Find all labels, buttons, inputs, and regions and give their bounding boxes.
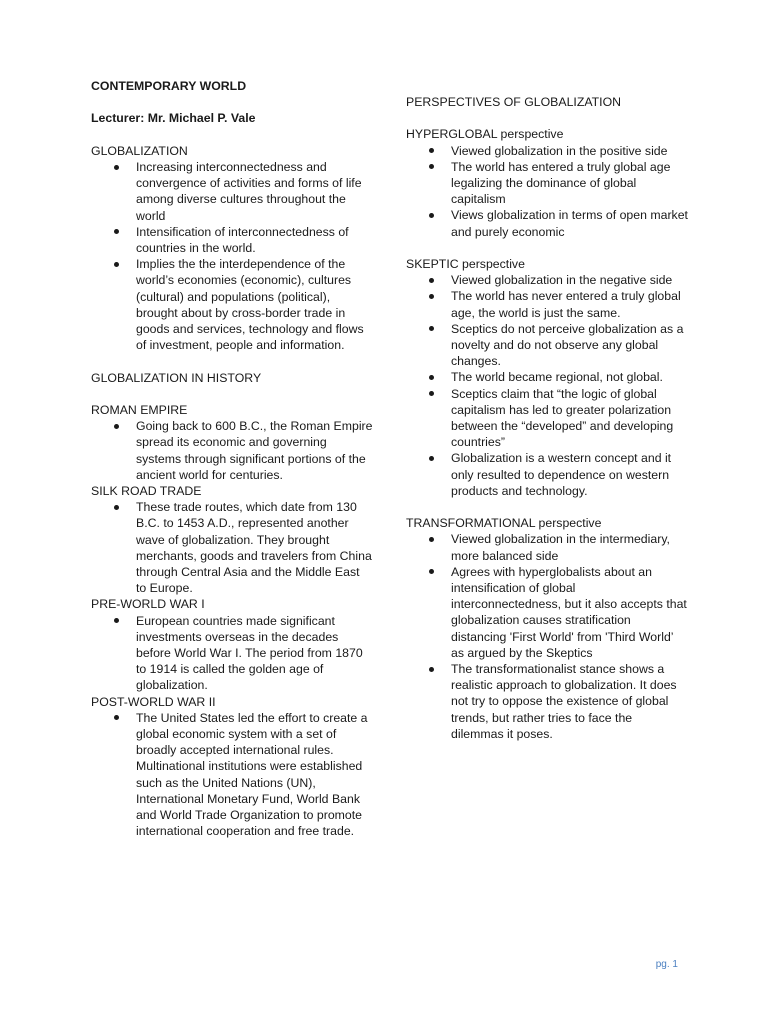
bullet-icon bbox=[429, 164, 434, 169]
list-item: Increasing interconnectedness and convergence of activities and forms of life among diverse cultures throughout the world bbox=[91, 159, 373, 224]
list-item: Intensification of interconnectedness of countries in the world. bbox=[91, 224, 373, 256]
right-column bbox=[406, 94, 688, 742]
transformational-list bbox=[406, 531, 688, 742]
bullet-icon bbox=[429, 278, 434, 283]
page-number: pg. 1 bbox=[655, 959, 678, 970]
section-heading-perspectives: PERSPECTIVES OF GLOBALIZATION bbox=[406, 95, 622, 109]
bullet-icon bbox=[114, 505, 119, 510]
bullet-icon bbox=[429, 294, 434, 299]
section-heading-roman-empire: ROMAN EMPIRE bbox=[91, 403, 188, 417]
list-item: Viewed globalization in the positive side bbox=[406, 143, 688, 159]
section-heading-silk-road: SILK ROAD TRADE bbox=[91, 484, 202, 499]
pre-world-war-list bbox=[91, 613, 373, 694]
bullet-icon bbox=[429, 569, 434, 574]
bullet-icon bbox=[114, 715, 119, 720]
bullet-icon bbox=[114, 618, 119, 623]
section-heading-pre-world-war: PRE-WORLD WAR I bbox=[91, 597, 205, 612]
section-heading-globalization: GLOBALIZATION bbox=[91, 143, 188, 158]
list-item: Globalization is a western concept and it only resulted to dependence on western products and technology. bbox=[406, 450, 688, 499]
bullet-icon bbox=[429, 391, 434, 396]
list-item: Going back to 600 B.C., the Roman Empire spread its economic and governing systems through significant portions of the ancient world for centuries. bbox=[91, 418, 373, 483]
bullet-icon bbox=[429, 667, 434, 672]
bullet-icon bbox=[429, 213, 434, 218]
bullet-icon bbox=[429, 326, 434, 331]
silk-road-list bbox=[91, 499, 373, 596]
post-world-war-list bbox=[91, 710, 373, 840]
list-item: The world has never entered a truly global age, the world is just the same. bbox=[406, 288, 688, 320]
list-item: Views globalization in terms of open market and purely economic bbox=[406, 207, 688, 239]
bullet-icon bbox=[429, 148, 434, 153]
lecturer-line: Lecturer: Mr. Michael P. Vale bbox=[91, 111, 256, 126]
list-item: Sceptics do not perceive globalization as a novelty and do not observe any global changes. bbox=[406, 321, 688, 370]
list-item: Implies the the interdependence of the world’s economies (economic), cultures (cultural) and populations (political), brought about by cross-border trade in goods and services, technology and flows of investment, people and information. bbox=[91, 256, 373, 353]
bullet-icon bbox=[114, 165, 119, 170]
list-item: The United States led the effort to create a global economic system with a set of broadly accepted international rules. Multinational institutions were established such as the United Nations (UN), International Monetary Fund, World Bank and World Trade Organization to promote international cooperation and free trade. bbox=[91, 710, 373, 840]
list-item: Agrees with hyperglobalists about an intensification of global interconnectedness, but it also accepts that globalization causes stratification distancing 'First World' from 'Third World’ as argued by the Skeptics bbox=[406, 564, 688, 661]
section-heading-transformational: TRANSFORMATIONAL perspective bbox=[406, 516, 602, 531]
roman-empire-list bbox=[91, 418, 373, 483]
list-item: These trade routes, which date from 130 B.C. to 1453 A.D., represented another wave of globalization. They brought merchants, goods and travelers from China through Central Asia and the Middle East to Europe. bbox=[91, 499, 373, 596]
list-item: The transformationalist stance shows a realistic approach to globalization. It does not try to oppose the existence of global trends, but rather tries to face the dilemmas it poses. bbox=[406, 661, 688, 742]
hyperglobal-list bbox=[406, 143, 688, 240]
list-item: Viewed globalization in the intermediary, more balanced side bbox=[406, 531, 688, 563]
bullet-icon bbox=[114, 424, 119, 429]
section-heading-hyperglobal: HYPERGLOBAL perspective bbox=[406, 127, 564, 142]
bullet-icon bbox=[114, 262, 119, 267]
list-item: Sceptics claim that “the logic of global capitalism has led to greater polarization between the “developed” and developing countries” bbox=[406, 386, 688, 451]
section-heading-history: GLOBALIZATION IN HISTORY bbox=[91, 370, 262, 385]
bullet-icon bbox=[114, 229, 119, 234]
bullet-icon bbox=[429, 456, 434, 461]
bullet-icon bbox=[429, 537, 434, 542]
list-item: The world became regional, not global. bbox=[406, 369, 688, 385]
section-heading-post-world-war: POST-WORLD WAR II bbox=[91, 694, 216, 709]
list-item: European countries made significant investments overseas in the decades before World War I. The period from 1870 to 1914 is called the golden age of globalization. bbox=[91, 613, 373, 694]
section-heading-skeptic: SKEPTIC perspective bbox=[406, 257, 525, 271]
list-item: The world has entered a truly global age legalizing the dominance of global capitalism bbox=[406, 159, 688, 208]
list-item: Viewed globalization in the negative side bbox=[406, 272, 688, 288]
document-title: CONTEMPORARY WORLD bbox=[91, 79, 247, 93]
bullet-icon bbox=[429, 375, 434, 380]
left-column bbox=[91, 78, 373, 839]
globalization-list bbox=[91, 159, 373, 353]
skeptic-list bbox=[406, 272, 688, 499]
